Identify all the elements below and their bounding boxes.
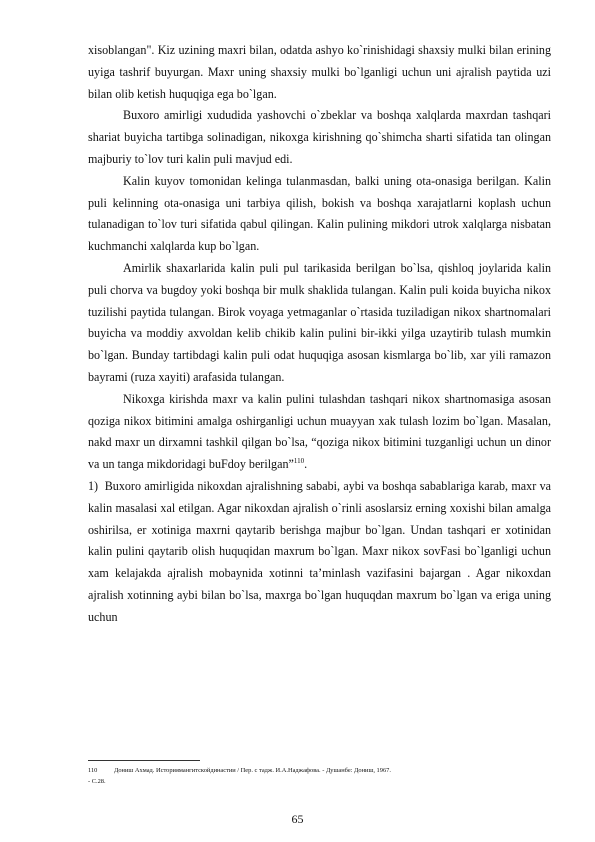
paragraph-5 bbox=[88, 389, 551, 476]
paragraph-5-text: Nikoxga kirishda maxr va kalin pulini tulashdan tashqari nikox shartnomasiga asosan qoziga nikox bitimini amalga oshirganligi uchun muayyan xak tulash lozim bo`lgan. Masalan, nakd maxr un dirxamni tashkil qilgan bo`lsa, “qoziga nikox bitimini tuzganligi uchun un dinor va un tanga mikdoridagi buFdoy berilgan” bbox=[88, 391, 551, 472]
paragraph-1-text: xisoblangan". Kiz uzining maxri bilan, odatda ashyo ko`rinishidagi shaxsiy mulki bilan erining uyiga tashrif buyurgan. Maxr uning shaxsiy mulki bo`lganligi uchun uni ajralish paytida uzi bilan olib ketish huquqiga ega bo`lgan. bbox=[88, 43, 551, 101]
paragraph-4-text: Amirlik shaxarlarida kalin puli pul tarikasida berilgan bo`lsa, qishloq joylarida kalin puli chorva va bugdoy yoki boshqa bir mulk shaklida tulangan. Kalin puli koida buyicha nikox tuzilishi paytida tulangan. Birok voyaga yetmaganlar o`rtasida tuziladigan nikox shartnomalari buyicha va moddiy axvoldan kelib chikib kalin pulini bir-ikki yilga uzaytirib tulash mumkin bo`lgan. Bunday tartibdagi kalin puli odat huquqiga asosan kismlarga bo`lib, xar yili ramazon bayrami (ruza xayiti) arafasida tulangan. bbox=[88, 260, 551, 384]
paragraph-2 bbox=[88, 105, 551, 170]
footnote-line-2: - С.28. bbox=[88, 778, 106, 785]
paragraph-4 bbox=[88, 258, 551, 389]
body-text bbox=[88, 40, 551, 629]
paragraph-3 bbox=[88, 171, 551, 258]
footnote bbox=[88, 765, 551, 787]
footnote-reference[interactable]: 110 bbox=[293, 457, 305, 466]
footnote-citation: Дониш Ахмад. Историямангитскойдинастии / Пер. с тадж. И.А.Наджафова. - Душанбе: Дониш, 1967. bbox=[114, 767, 391, 774]
footnote-line-1 bbox=[88, 765, 551, 776]
paragraph-3-text: Kalin kuyov tomonidan kelinga tulanmasdan, balki uning ota-onasiga berilgan. Kalin puli kelinning ota-onasiga uni tarbiya qilish, bokish va boshqa xarajatlarni koplash uchun tulanadigan to`lov turi sifatida qabul qilingan. Kalin pulining mikdori utrok xalqlarga nisbatan kuchmanchi xalqlarda kup bo`lgan. bbox=[88, 173, 551, 254]
paragraph-6-text: 1) Buxoro amirligida nikoxdan ajralishning sababi, aybi va boshqa sabablariga karab, maxr va kalin masalasi xal etilgan. Agar nikoxdan ajralish o`rinli asoslarsiz erning xoxishi bilan amalga oshirilsa, er xotiniga maxrni qaytarib berishga majbur bo`lgan. Undan tashqari er xotinidan kalin pulini qaytarib olish huquqidan maxrum bo`lgan. Maxr nikox sovFasi bo`lganligi uchun xam kelajakda ajralish mobaynida xotinni ta’minlash vazifasini bajargan . Agar nikoxdan ajralish xotinning aybi bilan bo`lsa, maxrga bo`lgan huquqdan maxrum bo`lgan va eriga uning uchun bbox=[88, 478, 551, 624]
footnote-number: 110 bbox=[88, 767, 98, 774]
page-number: 65 bbox=[291, 812, 304, 826]
paragraph-2-text: Buxoro amirligi xududida yashovchi o`zbeklar va boshqa xalqlarda maxrdan tashqari shariat buyicha tartibga solinadigan, nikoxga kirishning qo`shimcha sharti sifatida tan olingan majburiy to`lov turi kalin puli mavjud edi. bbox=[88, 108, 551, 166]
paragraph-5-end: . bbox=[304, 457, 308, 472]
footnote-divider bbox=[88, 760, 200, 761]
paragraph-1 bbox=[88, 40, 551, 105]
paragraph-6 bbox=[88, 476, 551, 629]
